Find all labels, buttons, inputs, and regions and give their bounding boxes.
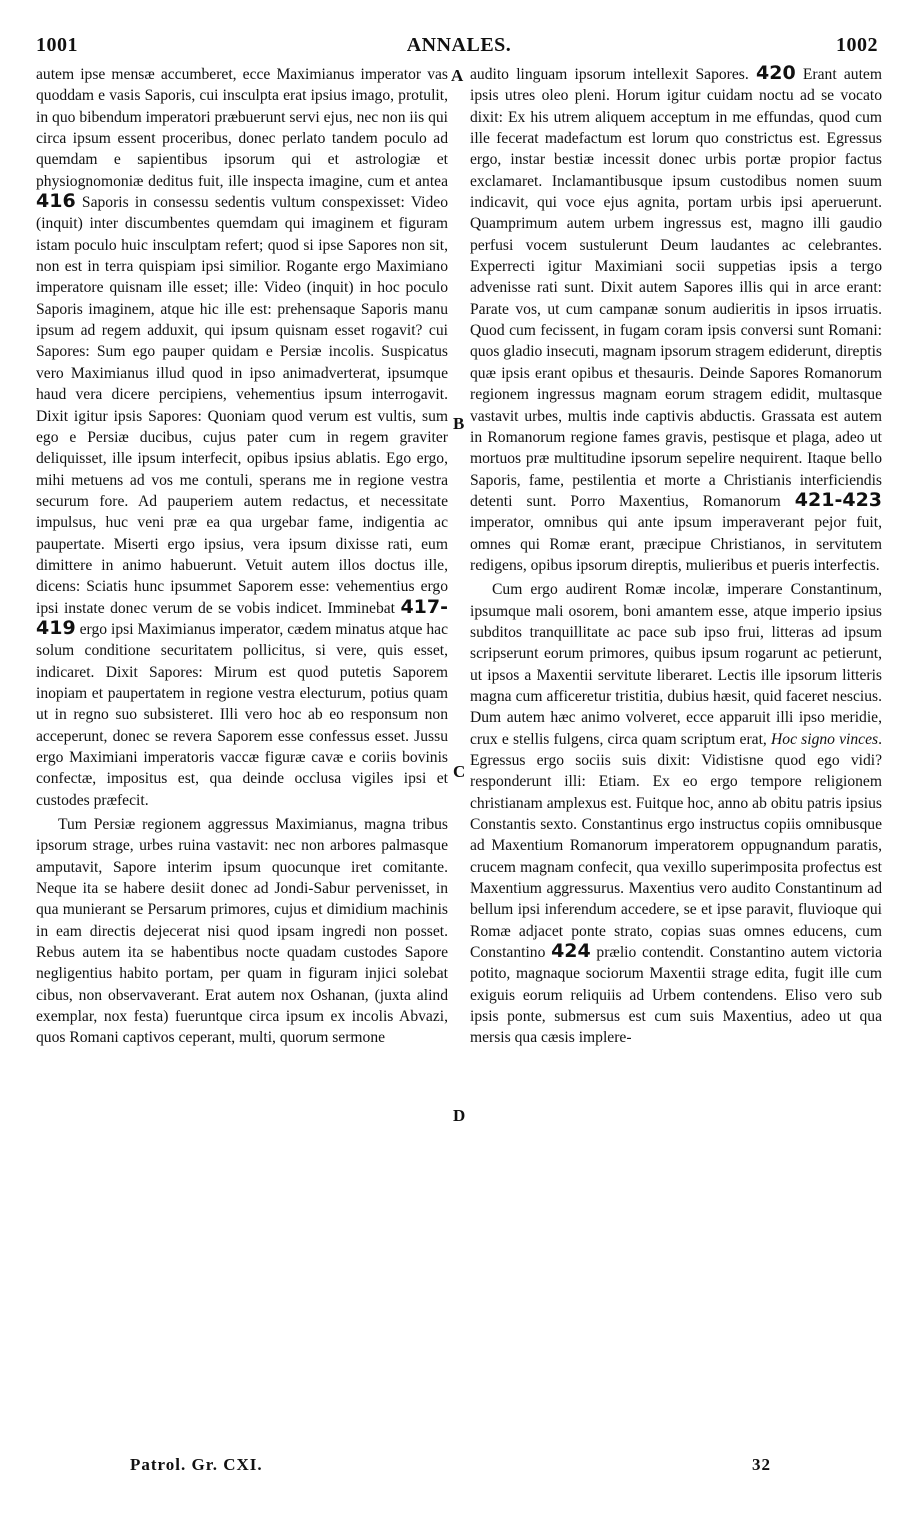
- italic-motto: Hoc signo vinces: [771, 730, 879, 748]
- footer-signature: Patrol. Gr. CXI.: [130, 1455, 263, 1474]
- right-column: [470, 64, 882, 1049]
- text-run: Erant autem ipsis utres oleo pleni. Horum igitur cuidam noctu ad se vocato dixit: Ex his utrem aliquem acceptum in me effundas, quod cum ille fecerat madefactum est lorum quo constrictus est. Egressus ergo, instar bestiæ incessit donec urbis portæ propior factus exclamaret. Inclamantibusque ipsum custodibus nomen suum indicavit, qui voce ejus agnita, portam urbis ipsi aperuerunt. Quamprimum autem urbem ingressus est, magno illi gaudio perfusi vocem sustulerunt Deum laudantes ac celebrantes. Experrecti igitur Maximiani socii suppetias ipsis a tergo advenisse rati sunt. Dixit autem Sapores illis qui in arce erant: Parate vos, ut cum campanæ sonum audieritis in ipsos irruatis. Quod cum fecissent, in fugam coram ipsis conversi sunt Romani: quos gladio insecuti, magnam ipsorum stragem ediderunt, direptis quæ ipsis erant opibus et thesauris. Deinde Sapores Romanorum regionem ingressus magnam eorum stragem edidit, multasque vastavit urbes, multis inde captivis abductis. Grassata est autem in Romanorum regione fames gravis, pestisque et plaga, adeo ut mortuos præ multitudine ipsorum sepelire nequirent. Itaque bello Saporis, fame, pestilentia et morte a Christianis interficiendis detenti sunt. Porro Maxentius, Romanorum: [470, 66, 882, 510]
- footer-signature-number: 32: [752, 1455, 771, 1474]
- paragraph: [470, 579, 882, 1049]
- paragraph: Tum Persiæ regionem aggressus Maximianus, magna tribus ipsorum strage, urbes ruina vastavit: nec non arbores palmasque amputavit, Sapore interim ipsum quocunque iret comitante. Neque ita se habere desiit donec ad Jondi-Sabur pervenisset, in qua munierant se Persarum primores, cujus et dimidium machinis in eam directis dejecerat nisi quod ipsam ingredi non posset. Rebus autem ita se habentibus nocte quadam custodes Sapore negligentius habito portam, per quam in figuram injici solebat cibus, non observaverant. Erat autem nox Oshanan, (juxta alind exemplar, nox festa) fueruntque circa ipsum ex incolis Abvazi, quos Romani captivos ceperant, multi, quorum sermone: [36, 816, 448, 1047]
- text-run: audito linguam ipsorum intellexit Sapores.: [470, 66, 749, 83]
- margin-letter-a: A: [451, 66, 464, 85]
- margin-letter-c: C: [453, 762, 466, 781]
- running-title: ANNALES.: [406, 34, 512, 56]
- text-run: autem ipse mensæ accumberet, ecce Maximianus imperator vas quoddam e vasis Saporis, cui insculpta erat ipsius imago, protulit, in quo bibendum imperatori præbuerunt servi ejus, nec non iis qui circa ipsum essent proceribus, donec perlato tandem poculo ad quemdam e sapientibus ipsorum qui et astrologiæ et physiognomoniæ deditus fuit, ille inspecta imagine, cum et antea: [36, 66, 448, 190]
- text-run: Cum ergo audirent Romæ incolæ, imperare Constantinum, ipsumque mali osorem, boni amantem esse, atque imperio ipsius subditos tranquillitate ac pace sub ipso frui, litteras ad ipsum scripserunt eorum primores, quibus ipsum rogarunt ac petierunt, ut ipsos a Maxentii servitute liberaret. Lectis ille ipsorum litteris magna cum afficeretur tristitia, dubius hæsit, quid faceret nescius. Dum autem hæc animo volveret, ecce apparuit illi ipso meridie, crux e stellis fulgens, circa quam scriptum erat,: [470, 581, 882, 748]
- left-page-number: 1001: [36, 34, 78, 56]
- margin-number: 420: [756, 62, 796, 84]
- right-page-number: 1002: [836, 34, 878, 56]
- margin-number: 421-423: [794, 488, 883, 511]
- text-run: . Egressus ergo sociis suis dixit: Vidistisne quod ego vidi? responderunt illi: Etiam. Ex eo ergo tempore religionem christianam amplexus est. Fuitque hoc, anno ab obitu patris ipsius Constantis sexto. Constantinus ergo instructus copiis omnibusque ad Maxentium Romanorum imperatorem oppugnandum paratis, crucem magnam confecit, qua vexillo superimposita profectus est Maxentium aggressurus. Maxentius vero audito Constantinum ad bellum ipsi inferendum accedere, se et ipse paravit, fluvioque qui Romæ adjacet ponte strato, copias suas omnes educens, cum Constantino: [470, 730, 883, 962]
- margin-number: 424: [551, 940, 591, 963]
- paragraph: [470, 64, 882, 576]
- text-run: Saporis in consessu sedentis vultum conspexisset: Video (inquit) inter discumbentes quemdam qui imaginem et figuram istam poculo huic insculptam refert; quod si ipse Sapores non sit, non est in terra quispiam ipsi similior. Rogante ergo Maximiano imperatore quisnam ille esset; ille: Video (inquit) in hoc poculo Saporis imaginem, atque hic ille est: prehensaque Saporis manu ipsum ad regem adduxit, qui ipsum quisnam esset rogavit? cui Sapores: Sum ego pauper quidam e Persiæ incolis. Suspicatus vero Maximianus illud quod in ipso animadverterat, ipsumque haud vera dicere percipiens, vehementius ipsum interrogavit. Dixit igitur ipsis Sapores: Quoniam quod verum est vultis, sum ego e Persiæ ducibus, cujus pater cum in regem graviter deliquisset, ille ipsum interfecit, opibus ipsius ablatis. Ego ergo, mihi metuens ad vos me contuli, sperans me in regione vestra securum fore. Ad pauperiem autem redactus, et necessitate impulsus, huc veni præ ea qua urgebar fame, indigentia ac paupertate. Miserti ergo ipsius, vera ipsum dixisse rati, eum dimittere in animo habuerunt. Vetuit autem illos doctus ille, dicens: Sciatis hunc ipsummet Saporem esse: vehementius ergo ipsi instate donec verum de se vobis indicet. Imminebat: [36, 194, 448, 617]
- margin-letter-b: B: [453, 414, 465, 433]
- margin-number: 417-419: [36, 595, 448, 639]
- text-run: prælio contendit. Constantino autem victoria potito, magnaque sociorum Maxentii strage edita, fugit ille cum exiguis eorum reliquiis ad Urbem contendens. Eliso vero sub ipsis ponte, submersus est cum suis Maxentius, adeo ut qua mersis qua cæsis implere-: [470, 944, 882, 1047]
- paragraph: [36, 64, 448, 811]
- margin-number: 416: [36, 190, 76, 213]
- text-run: ergo ipsi Maximianus imperator, cædem minatus atque hac solum conditione securitatem pollicitus, si vere, quis esset, indicaret. Dixit Sapores: Mirum est quod putetis Saporem inopiam et paupertatem in regione vestra electurum, potius quam ut in regno suo subsisteret. Illi vero hoc ab eo responsum non acceperunt, donec se revera Saporem esse confessus esset. Jussu ergo Maximiani imperatoris vaccæ figuræ cavæ e coriis bovinis confectæ, impositus est, qua deinde occlusa vigiles ipsi et custodes præfecit.: [36, 620, 448, 809]
- text-run: imperator, omnibus qui ante ipsum imperaverant pejor fuit, omnes qui Romæ erant, præcipue Christianos, in servitutem redigens, opibus ipsorum direptis, mulieribus et pueris interfectis.: [470, 514, 882, 574]
- left-column: [36, 64, 448, 1049]
- margin-letter-d: D: [453, 1106, 466, 1125]
